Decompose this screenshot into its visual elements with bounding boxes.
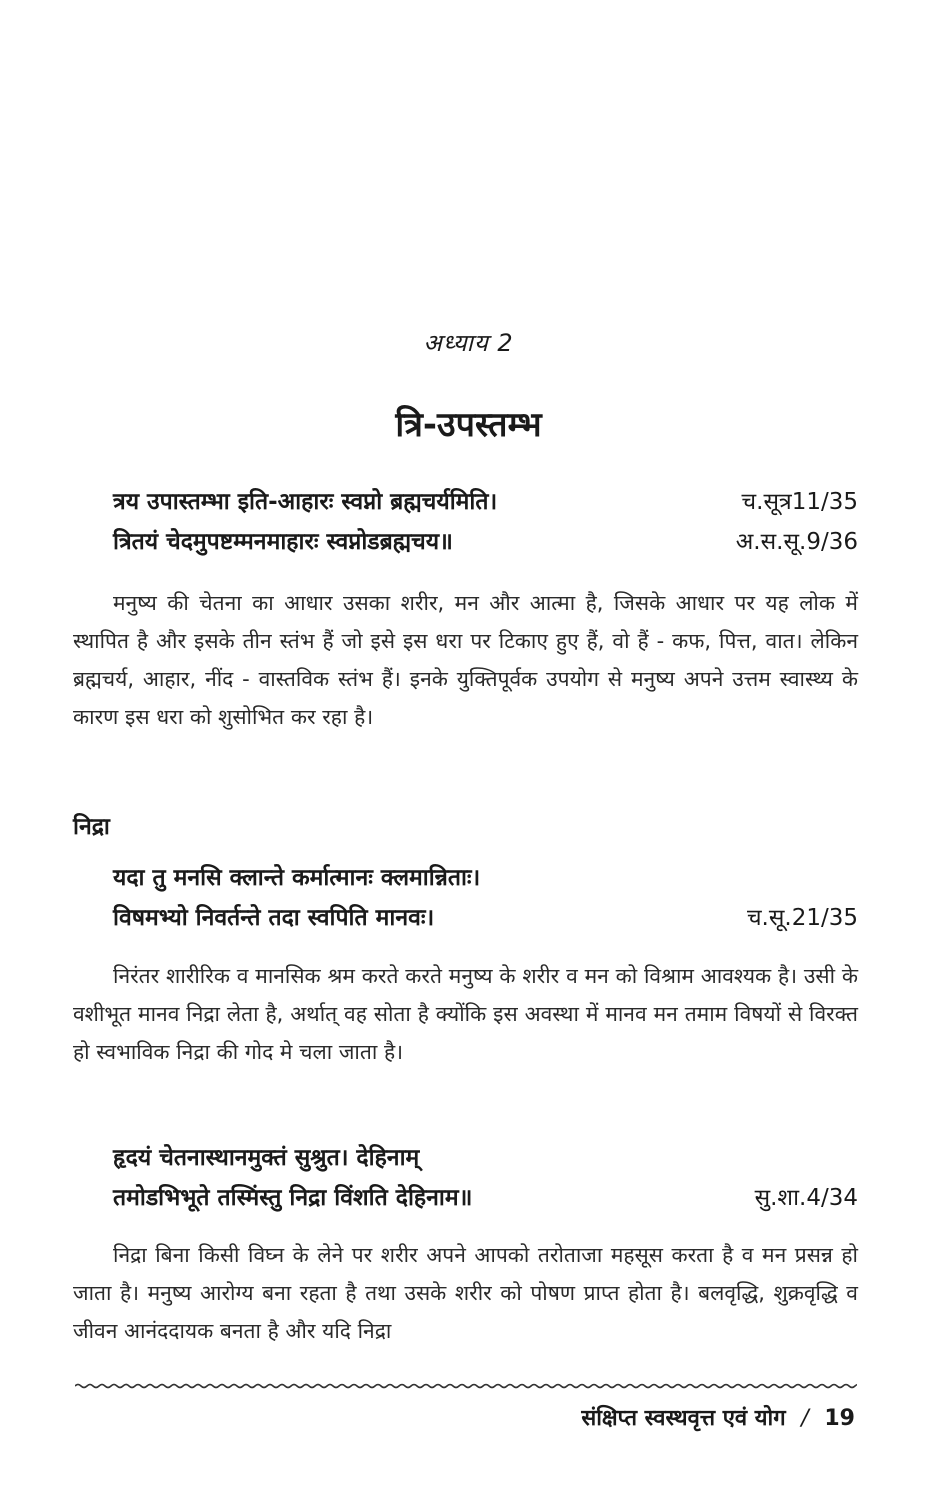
- verse-block: [113, 1138, 858, 1218]
- verse-text: तमोडभिभूते तस्मिंस्तु निद्रा विंशति देहिनाम॥: [113, 1185, 473, 1211]
- verse-block: [113, 482, 858, 562]
- verse-line: [113, 522, 858, 562]
- verse-line: [113, 858, 858, 898]
- footer-wavy-rule: [75, 1381, 857, 1391]
- verse-text: त्रितयं चेदमुपष्टम्मनमाहारः स्वप्नोडब्रह्मचय॥: [113, 529, 453, 555]
- body-paragraph: मनुष्य की चेतना का आधार उसका शरीर, मन और आत्मा है, जिसके आधार पर यह लोक में स्थापित है और इसके तीन स्तंभ हैं जो इसे इस धरा पर टिकाए हुए हैं, वो हैं - कफ, पित्त, वात। लेकिन ब्रह्मचर्य, आहार, नींद - वास्तविक स्तंभ हैं। इनके युक्तिपूर्वक उपयोग से मनुष्य अपने उत्तम स्वास्थ्य के कारण इस धरा को शुसोभित कर रहा है।: [73, 591, 858, 729]
- chapter-label: अध्याय 2: [423, 329, 514, 357]
- verse-reference: अ.स.सू.9/36: [735, 529, 858, 555]
- verse-line: [113, 1178, 858, 1218]
- chapter-title: त्रि-उपस्तम्भ: [395, 405, 542, 445]
- verse-reference: च.सू.21/35: [746, 905, 858, 931]
- verse-text: यदा तु मनसि क्लान्ते कर्मात्मानः क्लमान्निताः।: [113, 865, 481, 891]
- verse-line: [113, 482, 858, 522]
- body-paragraph: निरंतर शारीरिक व मानसिक श्रम करते करते मनुष्य के शरीर व मन को विश्राम आवश्यक है। उसी के वशीभूत मानव निद्रा लेता है, अर्थात् वह सोता है क्योंकि इस अवस्था में मानव मन तमाम विषयों से विरक्त हो स्वभाविक निद्रा की गोद मे चला जाता है।: [73, 964, 858, 1064]
- section-heading: निद्रा: [73, 814, 110, 840]
- verse-reference: च.सूत्र11/35: [741, 489, 858, 515]
- body-paragraph: निद्रा बिना किसी विघ्न के लेने पर शरीर अपने आपको तरोताजा महसूस करता है व मन प्रसन्न हो जाता है। मनुष्य आरोग्य बना रहता है तथा उसके शरीर को पोषण प्राप्त होता है। बलवृद्धि, शुक्रवृद्धि व जीवन आनंददायक बनता है और यदि निद्रा: [73, 1243, 858, 1343]
- footer-separator: /: [801, 1406, 809, 1431]
- footer-book-title: संक्षिप्त स्वस्थवृत्त एवं योग: [581, 1406, 786, 1431]
- verse-reference: सु.शा.4/34: [754, 1185, 858, 1211]
- page-number: 19: [824, 1406, 855, 1431]
- verse-text: त्रय उपास्तम्भा इति-आहारः स्वप्नो ब्रह्मचर्यमिति।: [113, 489, 498, 515]
- verse-line: [113, 1138, 858, 1178]
- verse-text: विषमभ्यो निवर्तन्ते तदा स्वपिति मानवः।: [113, 905, 435, 931]
- verse-line: [113, 898, 858, 938]
- verse-text: हृदयं चेतनास्थानमुक्तं सुश्रुत। देहिनाम्: [113, 1145, 420, 1171]
- page-footer: [581, 1402, 855, 1432]
- verse-block: [113, 858, 858, 938]
